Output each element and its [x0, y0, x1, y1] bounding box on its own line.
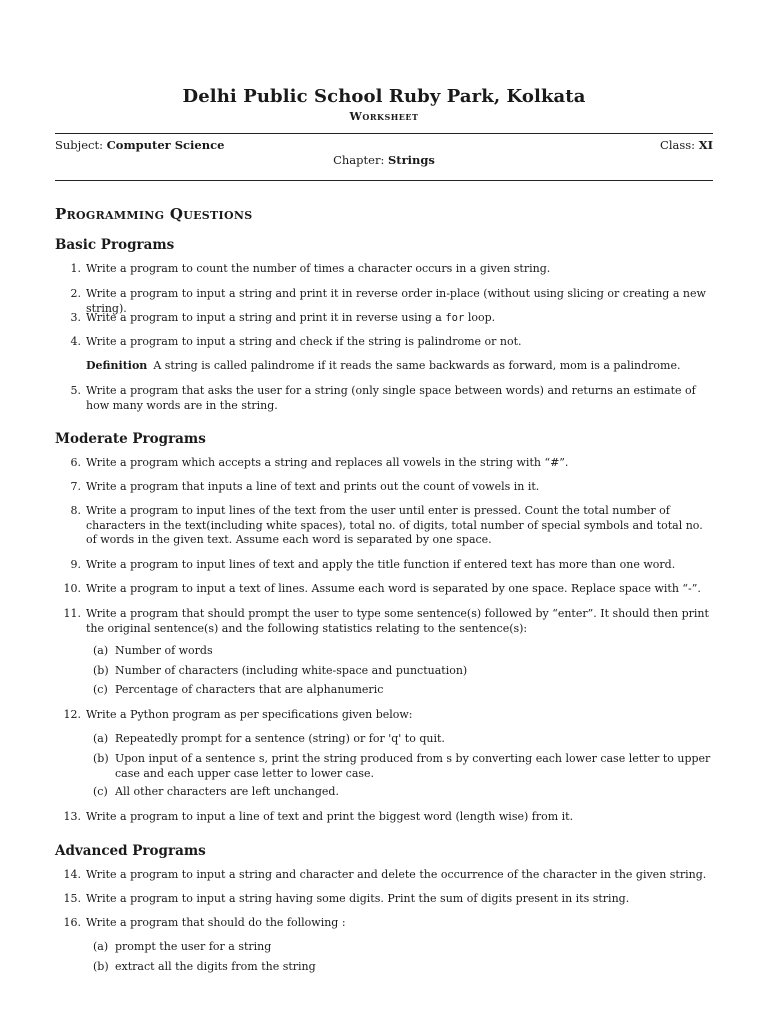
subitem-label: (b) [93, 960, 109, 973]
question-text: Write a Python program as per specifications given below: [86, 708, 413, 721]
question-text: Write a program that should do the following : [86, 916, 346, 929]
subitem-text: Percentage of characters that are alphanumeric [115, 683, 384, 696]
subject-label: Subject: [55, 138, 103, 152]
question-number: 10. [63, 582, 81, 595]
subitem-text: Number of words [115, 644, 213, 657]
code-keyword: for [445, 312, 465, 324]
question-text: Write a program that should prompt the user to type some sentence(s) followed by “enter”. It should then print the original sentence(s) and the following statistics relating to the sentence(s): [86, 607, 709, 635]
question-number: 6. [70, 456, 81, 469]
question-number: 16. [63, 916, 81, 929]
document-type: Worksheet [349, 110, 419, 123]
definition-text: A string is called palindrome if it reads the same backwards as forward, mom is a palindrome. [153, 359, 681, 372]
question-number: 9. [70, 558, 81, 571]
subitem-label: (c) [93, 683, 108, 696]
subsection-basic-title: Basic Programs [55, 237, 175, 253]
subsection-moderate-title: Moderate Programs [55, 431, 206, 447]
class-label: Class: [660, 138, 696, 152]
subitem-text: prompt the user for a string [115, 940, 272, 953]
subitem-text: Number of characters (including white-space and punctuation) [115, 664, 468, 677]
subsection-advanced-title: Advanced Programs [55, 843, 206, 859]
subitem-text: All other characters are left unchanged. [115, 785, 339, 798]
question-text: Write a program which accepts a string and replaces all vowels in the string with “#”. [86, 456, 569, 469]
question-number: 4. [70, 335, 81, 348]
question-text: Write a program to input a string and character and delete the occurrence of the character in the given string. [86, 868, 707, 881]
subject-line [55, 138, 224, 152]
palindrome-definition [86, 359, 713, 374]
question-number: 15. [63, 892, 81, 905]
question-text: Write a program to input a line of text and print the biggest word (length wise) from it. [86, 810, 574, 823]
question-text: Write a program to count the number of times a character occurs in a given string. [86, 262, 551, 275]
question-number: 3. [70, 311, 81, 324]
question-text: Write a program to input a string having some digits. Print the sum of digits present in its string. [86, 892, 630, 905]
question-text: Write a program to input a string and print it in reverse order in-place (without using slicing or creating a new string). [86, 287, 706, 315]
subitem-label: (a) [93, 940, 109, 953]
subitem-text: extract all the digits from the string [115, 960, 316, 973]
question-number: 8. [70, 504, 81, 517]
subitem-label: (b) [93, 752, 109, 765]
question-text: Write a program to input lines of the text from the user until enter is pressed. Count the total number of characters in the text(including white spaces), total no. of digits, total number of special symbols and total no. of words in the given text. Assume each word is separated by one space. [86, 504, 703, 546]
section-title: Programming Questions [55, 205, 253, 223]
subitem-label: (a) [93, 732, 109, 745]
school-title: Delhi Public School Ruby Park, Kolkata [182, 86, 586, 107]
question-number: 1. [70, 262, 81, 275]
subitem-text: Upon input of a sentence s, print the string produced from s by converting each lower case letter to upper case and each upper case letter to lower case. [115, 752, 711, 780]
subitem-label: (c) [93, 785, 108, 798]
question-text: Write a program to input a string and print it in reverse using a for loop. [86, 311, 496, 324]
question-number: 5. [70, 384, 81, 397]
question-text: Write a program to input a text of lines. Assume each word is separated by one space. Replace space with “-”. [86, 582, 701, 595]
question-number: 13. [63, 810, 81, 823]
question-text: Write a program to input lines of text and apply the title function if entered text has more than one word. [86, 558, 676, 571]
header-divider-bottom [55, 180, 713, 181]
question-text: Write a program to input a string and check if the string is palindrome or not. [86, 335, 522, 348]
chapter-value: Strings [387, 153, 435, 167]
question-number: 2. [70, 287, 81, 300]
question-text: Write a program that asks the user for a string (only single space between words) and returns an estimate of how many words are in the string. [86, 384, 696, 412]
question-number: 14. [63, 868, 81, 881]
question-number: 12. [63, 708, 81, 721]
header-divider-top [55, 133, 713, 134]
subitem-label: (a) [93, 644, 109, 657]
question-number: 11. [63, 607, 81, 620]
class-line [660, 138, 713, 152]
class-value: XI [698, 138, 713, 152]
question-text: Write a program that inputs a line of text and prints out the count of vowels in it. [86, 480, 540, 493]
chapter-label: Chapter: [333, 153, 385, 167]
chapter-line [55, 153, 713, 167]
subitem-label: (b) [93, 664, 109, 677]
subitem-text: Repeatedly prompt for a sentence (string) or for 'q' to quit. [115, 732, 445, 745]
subject-value: Computer Science [106, 138, 225, 152]
question-number: 7. [70, 480, 81, 493]
definition-label: Definition [86, 359, 148, 372]
